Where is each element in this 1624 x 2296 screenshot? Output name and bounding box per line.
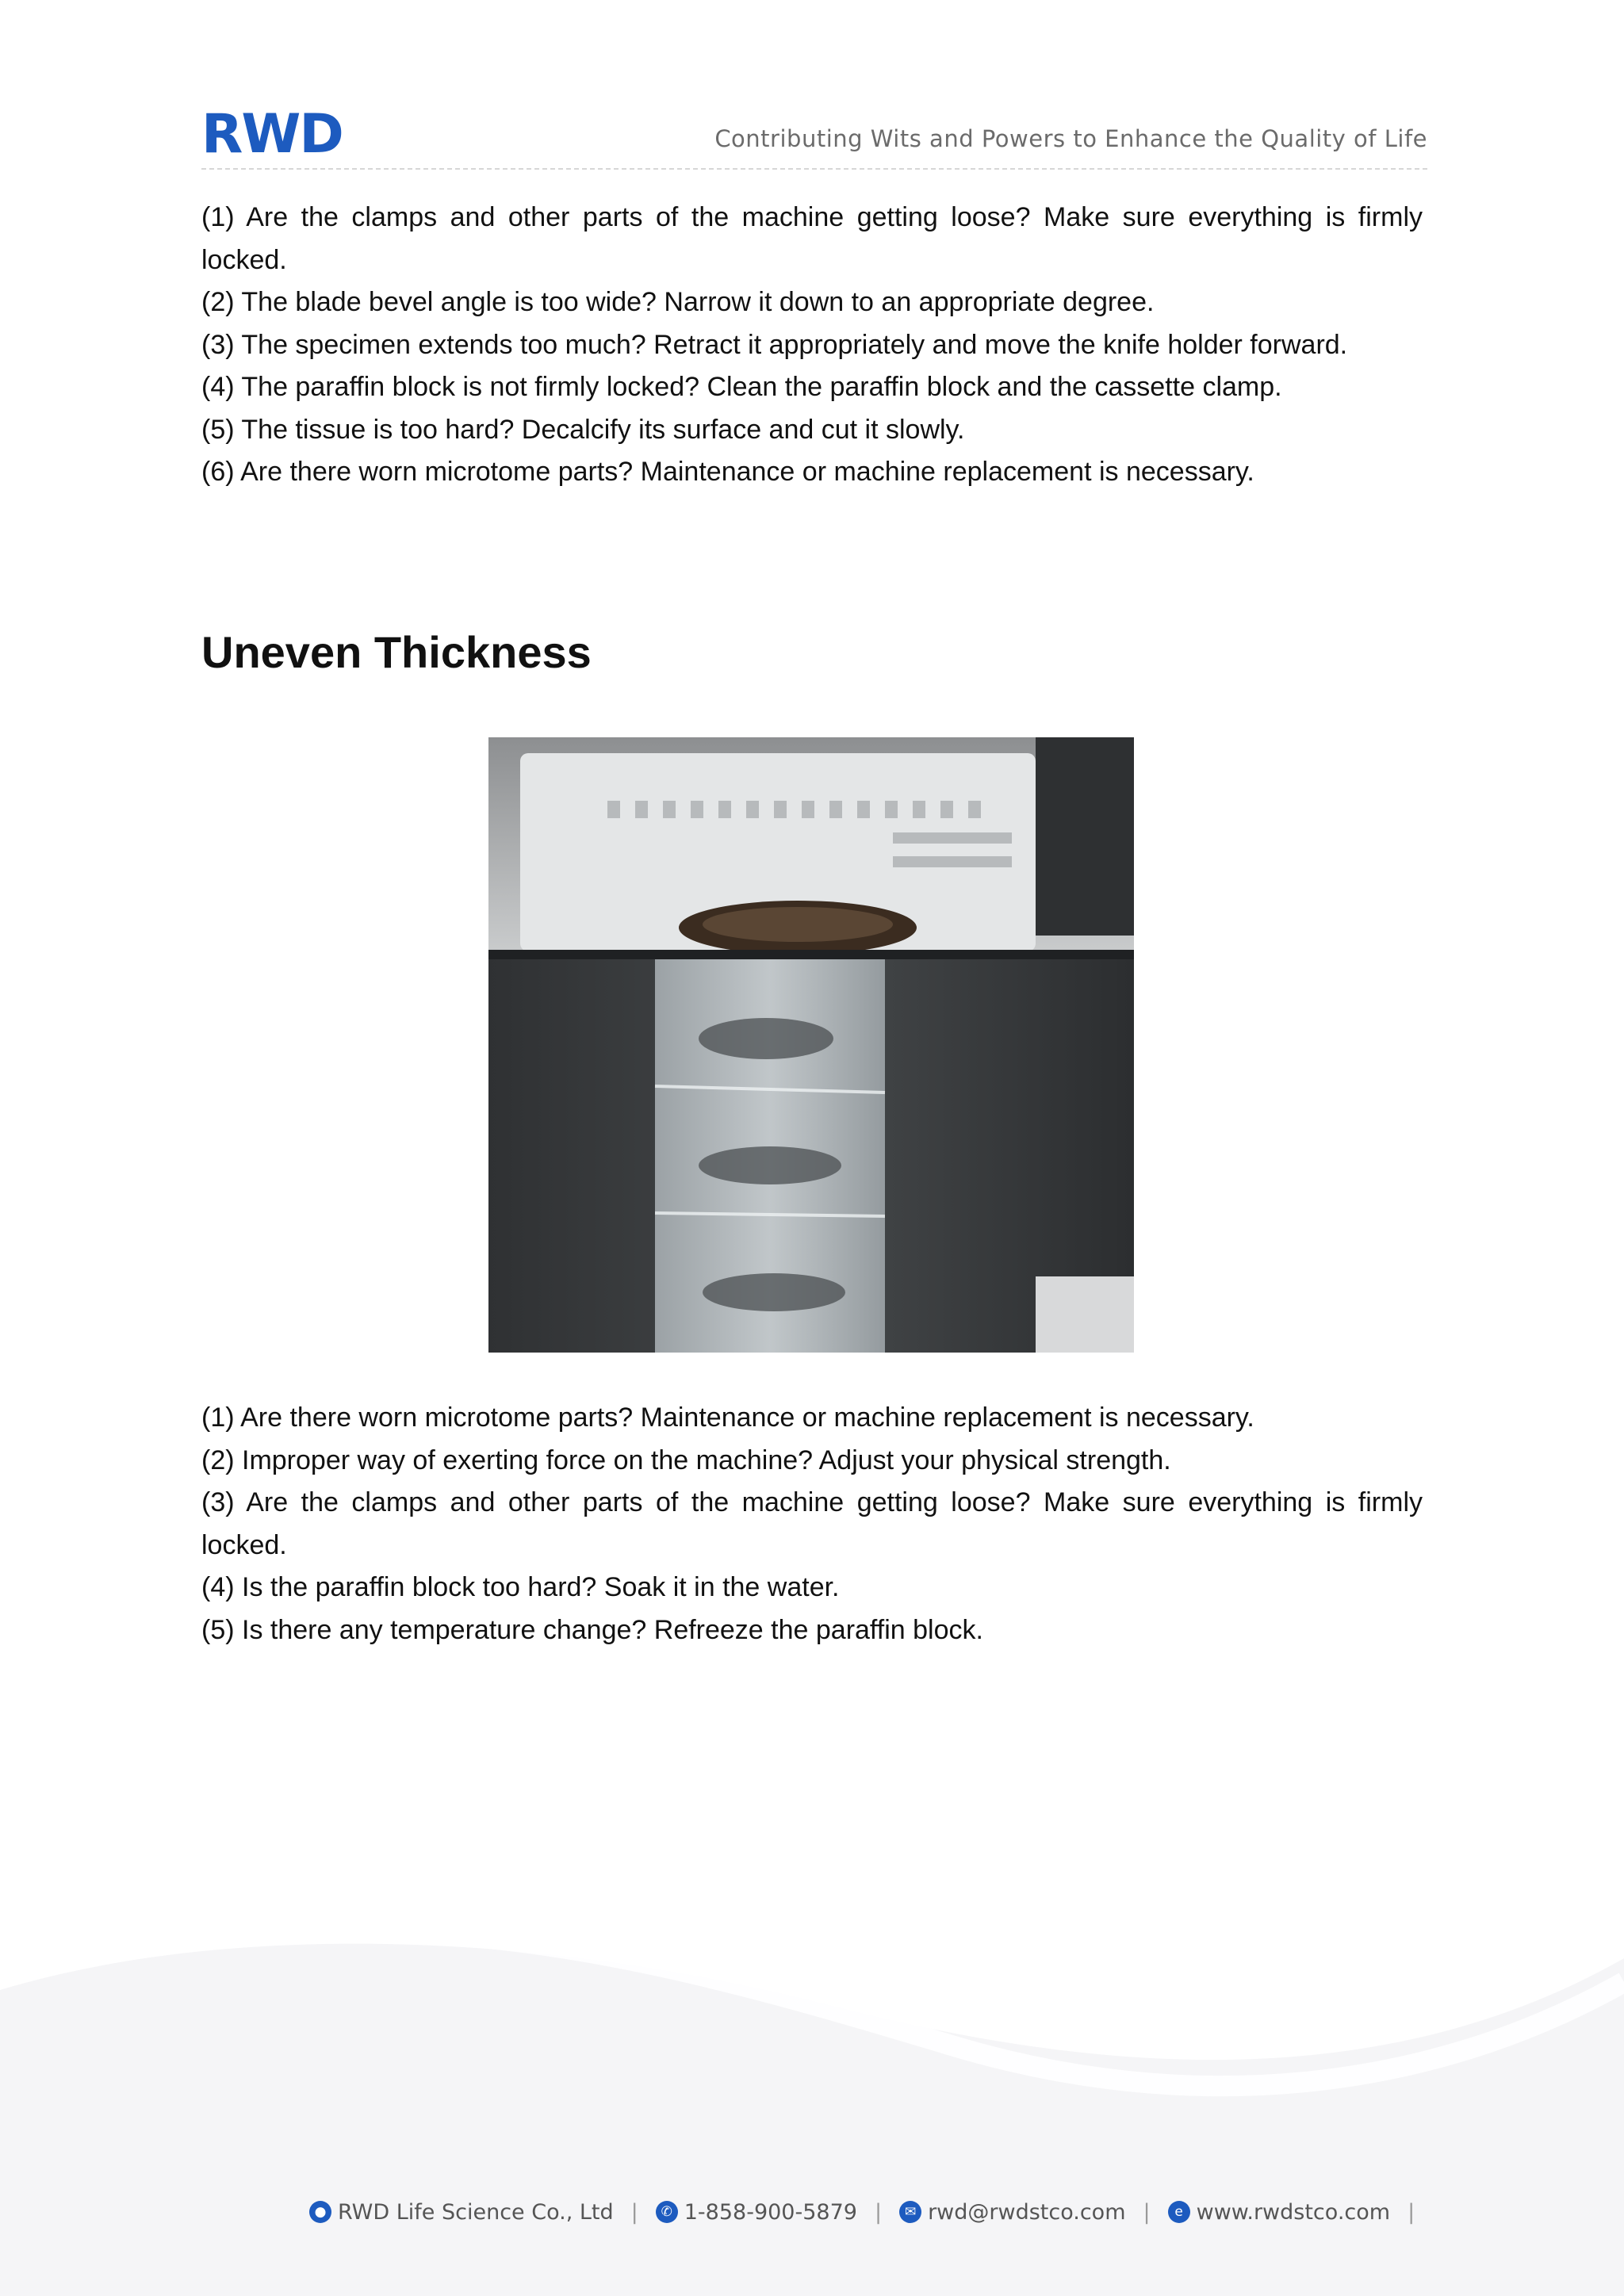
list-item: (3) Are the clamps and other parts of the machine getting loose? Make sure everything is firmly locked. — [201, 1487, 1423, 1560]
list-item: (2) The blade bevel angle is too wide? Narrow it down to an appropriate degree. — [201, 287, 1155, 317]
list-item: (5) The tissue is too hard? Decalcify its surface and cut it slowly. — [201, 414, 965, 445]
phone-icon: ✆ — [656, 2201, 678, 2223]
globe-icon: e — [1168, 2201, 1190, 2223]
footer-company: ● RWD Life Science Co., Ltd — [309, 2200, 614, 2225]
footer-separator: | — [630, 2199, 638, 2225]
footer-separator: | — [1143, 2199, 1151, 2225]
location-icon: ● — [309, 2201, 331, 2223]
mail-icon: ✉ — [899, 2201, 921, 2223]
section-heading: Uneven Thickness — [201, 627, 592, 677]
list-item: (4) The paraffin block is not firmly locked? Clean the paraffin block and the cassette clamp. — [201, 372, 1282, 402]
list-item: (6) Are there worn microtome parts? Maintenance or machine replacement is necessary. — [201, 457, 1254, 487]
footer-wave-decoration — [0, 1887, 1624, 2296]
logo: RWD — [201, 103, 343, 166]
footer-website[interactable]: e www.rwdstco.com — [1168, 2200, 1390, 2225]
list-item: (1) Are the clamps and other parts of the machine getting loose? Make sure everything is firmly locked. — [201, 202, 1423, 275]
footer-phone[interactable]: ✆ 1-858-900-5879 — [656, 2200, 857, 2225]
footer-separator: | — [874, 2199, 883, 2225]
list-item: (3) The specimen extends too much? Retract it appropriately and move the knife holder forward. — [201, 329, 1348, 360]
troubleshooting-list-2 — [201, 1397, 1423, 1651]
footer-contact-bar — [309, 2190, 1415, 2234]
list-item: (5) Is there any temperature change? Refreeze the paraffin block. — [201, 1614, 983, 1645]
footer-separator: | — [1408, 2199, 1415, 2225]
list-item: (2) Improper way of exerting force on the machine? Adjust your physical strength. — [201, 1445, 1171, 1475]
microtome-section-photo — [488, 737, 1134, 1353]
header-tagline: Contributing Wits and Powers to Enhance the Quality of Life — [714, 125, 1427, 152]
troubleshooting-list-1 — [201, 197, 1423, 494]
list-item: (4) Is the paraffin block too hard? Soak it in the water. — [201, 1572, 840, 1602]
list-item: (1) Are there worn microtome parts? Maintenance or machine replacement is necessary. — [201, 1402, 1254, 1433]
footer-email[interactable]: ✉ rwd@rwdstco.com — [899, 2200, 1125, 2225]
header-divider — [201, 168, 1427, 170]
